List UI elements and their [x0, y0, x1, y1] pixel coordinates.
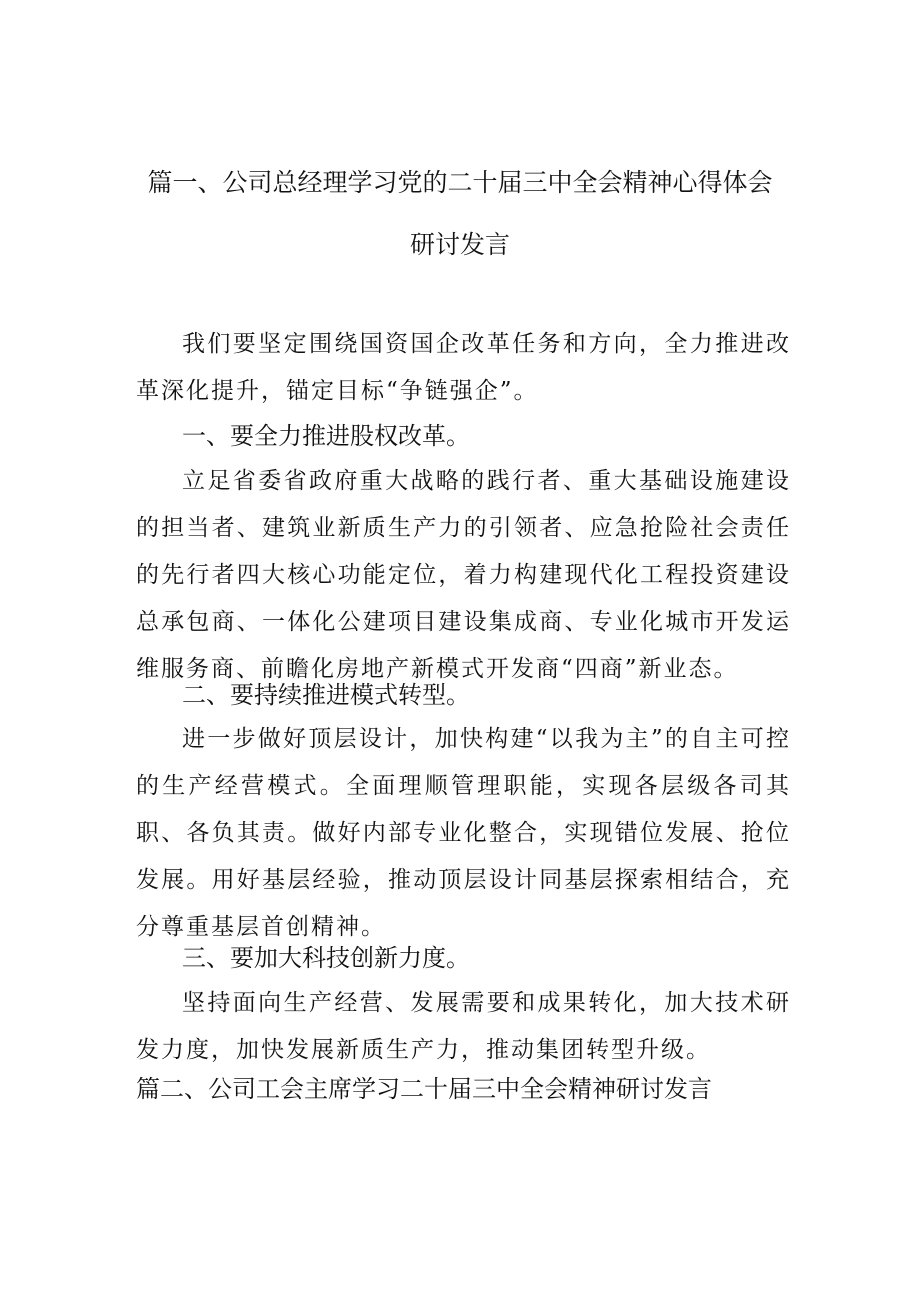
- document-title-line-1: 篇一、公司总经理学习党的二十届三中全会精神心得体会: [147, 168, 773, 197]
- next-article-title: 篇二、公司工会主席学习二十届三中全会精神研讨发言: [136, 1075, 712, 1103]
- section-body-3: 坚持面向生产经营、发展需要和成果转化，加大技术研发力度，加快发展新质生产力，推动集团转型升级。: [136, 990, 791, 1063]
- section-heading-1: 一、要全力推进股权改革。: [182, 422, 470, 450]
- document-title-line-2: 研讨发言: [409, 230, 510, 259]
- section-body-2: 进一步做好顶层设计，加快构建“以我为主”的自主可控的生产经营模式。全面理顺管理职能，实现各层级各司其职、各负其责。做好内部专业化整合，实现错位发展、抢位发展。用好基层经验，推动顶层设计同基层探索相结合，充分尊重基层首创精神。: [136, 726, 791, 940]
- section-body-1: 立足省委省政府重大战略的践行者、重大基础设施建设的担当者、建筑业新质生产力的引领者、应急抢险社会责任的先行者四大核心功能定位，着力构建现代化工程投资建设总承包商、一体化公建项目建设集成商、专业化城市开发运维服务商、前瞻化房地产新模式开发商“四商”新业态。: [136, 468, 791, 682]
- intro-paragraph: 我们要坚定围绕国资国企改革任务和方向，全力推进改革深化提升，锚定目标“争链强企”。: [136, 331, 791, 404]
- section-heading-3: 三、要加大科技创新力度。: [182, 944, 470, 972]
- section-heading-2: 二、要持续推进模式转型。: [182, 681, 470, 709]
